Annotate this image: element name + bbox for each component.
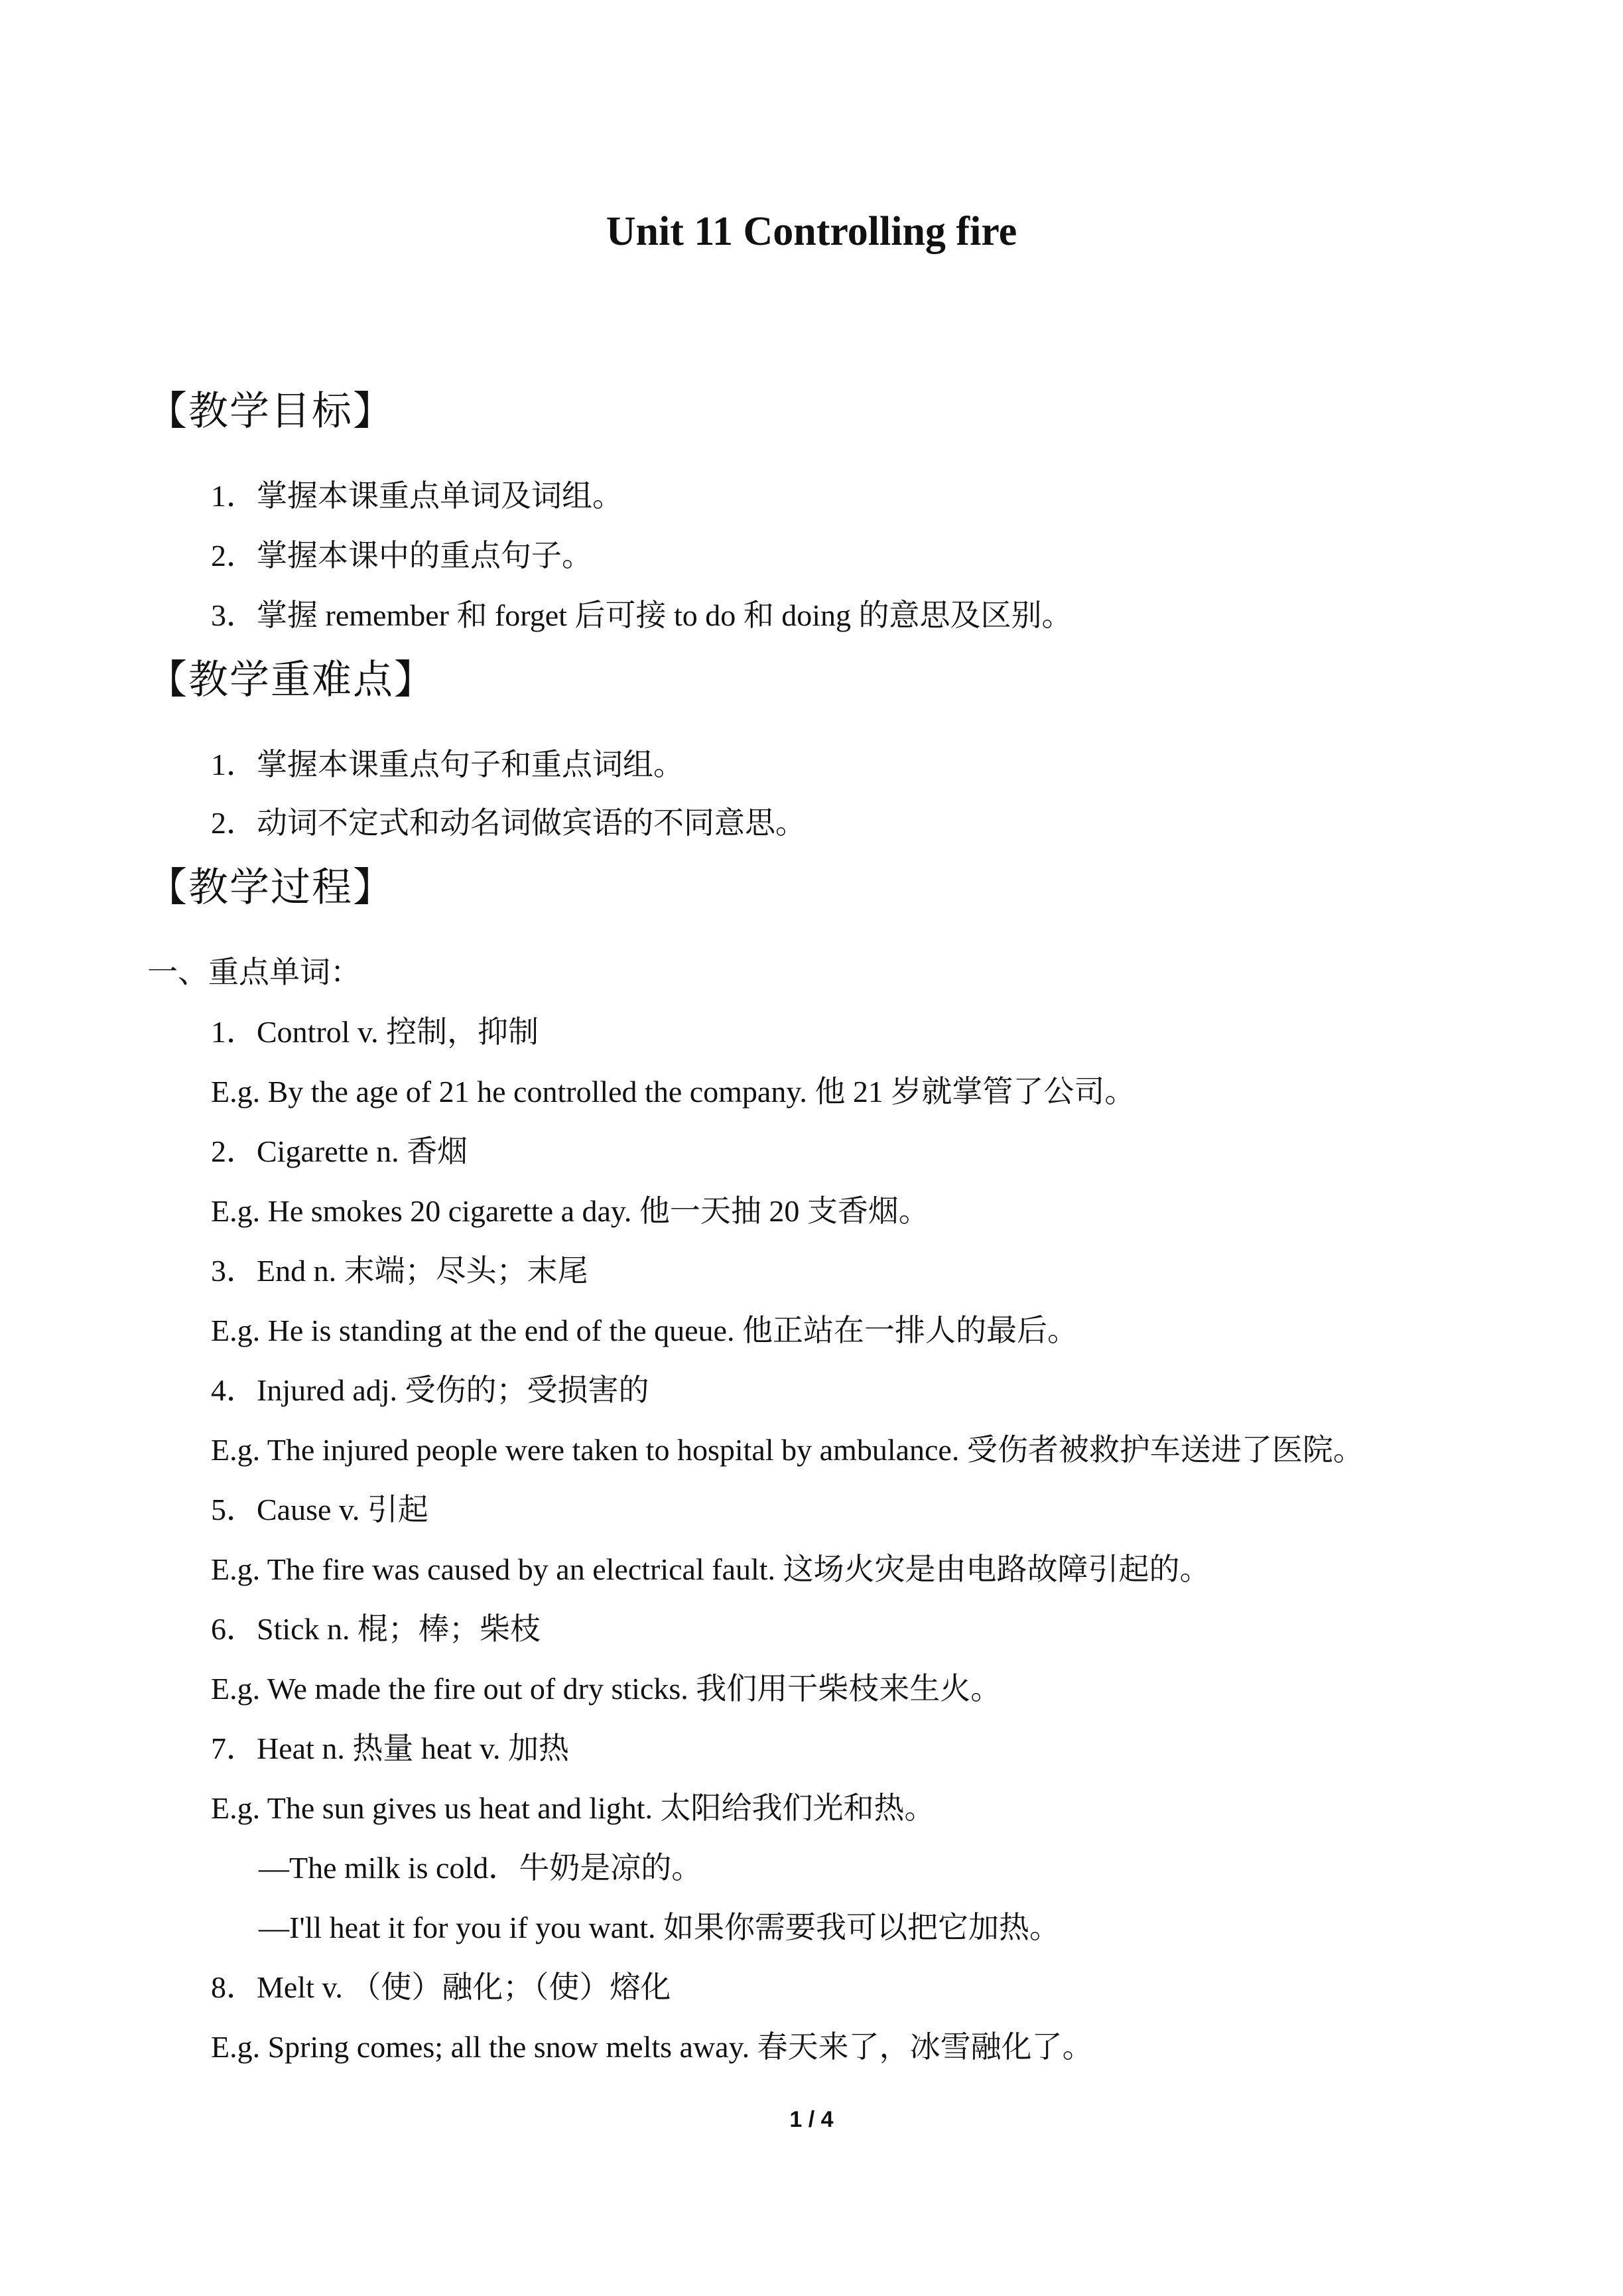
key-point-item: 1．掌握本课重点句子和重点词组。	[211, 748, 684, 781]
dialog-line: —I'll heat it for you if you want. 如果你需要我可以把它加热。	[259, 1911, 1060, 1944]
heading-process: 【教学过程】	[147, 864, 394, 911]
vocab-word: 1．Control v. 控制，抑制	[211, 1015, 539, 1049]
vocab-example: E.g. Spring comes; all the snow melts away. 春天来了，冰雪融化了。	[211, 2030, 1093, 2064]
section-title-key-words: 一、重点单词：	[147, 955, 361, 989]
page-number: 1 / 4	[789, 2107, 834, 2132]
heading-objectives: 【教学目标】	[147, 388, 394, 435]
objective-item: 2．掌握本课中的重点句子。	[211, 539, 592, 573]
vocab-word: 5．Cause v. 引起	[211, 1493, 428, 1526]
vocab-word: 3．End n. 末端；尽头；末尾	[211, 1254, 588, 1288]
vocab-example: E.g. We made the fire out of dry sticks. 我们用干柴枝来生火。	[211, 1672, 1002, 1706]
vocab-word: 4．Injured adj. 受伤的；受损害的	[211, 1373, 649, 1407]
dialog-line: —The milk is cold．牛奶是凉的。	[259, 1851, 702, 1885]
vocab-example: E.g. He is standing at the end of the queue. 他正站在一排人的最后。	[211, 1314, 1078, 1347]
vocab-example: E.g. He smokes 20 cigarette a day. 他一天抽 20 支香烟。	[211, 1194, 929, 1228]
vocab-example: E.g. The injured people were taken to hospital by ambulance. 受伤者被救护车送进了医院。	[211, 1433, 1364, 1467]
vocab-example: E.g. The fire was caused by an electrical fault. 这场火灾是由电路故障引起的。	[211, 1552, 1210, 1586]
vocab-word: 7．Heat n. 热量 heat v. 加热	[211, 1731, 569, 1765]
heading-key-points: 【教学重难点】	[147, 657, 435, 703]
objective-item: 3．掌握 remember 和 forget 后可接 to do 和 doing 的意思及区别。	[211, 598, 1072, 632]
vocab-example: E.g. The sun gives us heat and light. 太阳给我们光和热。	[211, 1791, 935, 1825]
vocab-word: 8．Melt v. （使）融化；（使）熔化	[211, 1970, 671, 2004]
objective-item: 1．掌握本课重点单词及词组。	[211, 479, 623, 513]
vocab-word: 2．Cigarette n. 香烟	[211, 1134, 468, 1168]
vocab-word: 6．Stick n. 棍；棒；柴枝	[211, 1612, 541, 1646]
page-title: Unit 11 Controlling fire	[606, 209, 1017, 254]
vocab-example: E.g. By the age of 21 he controlled the company. 他 21 岁就掌管了公司。	[211, 1075, 1136, 1109]
key-point-item: 2．动词不定式和动名词做宾语的不同意思。	[211, 806, 806, 840]
